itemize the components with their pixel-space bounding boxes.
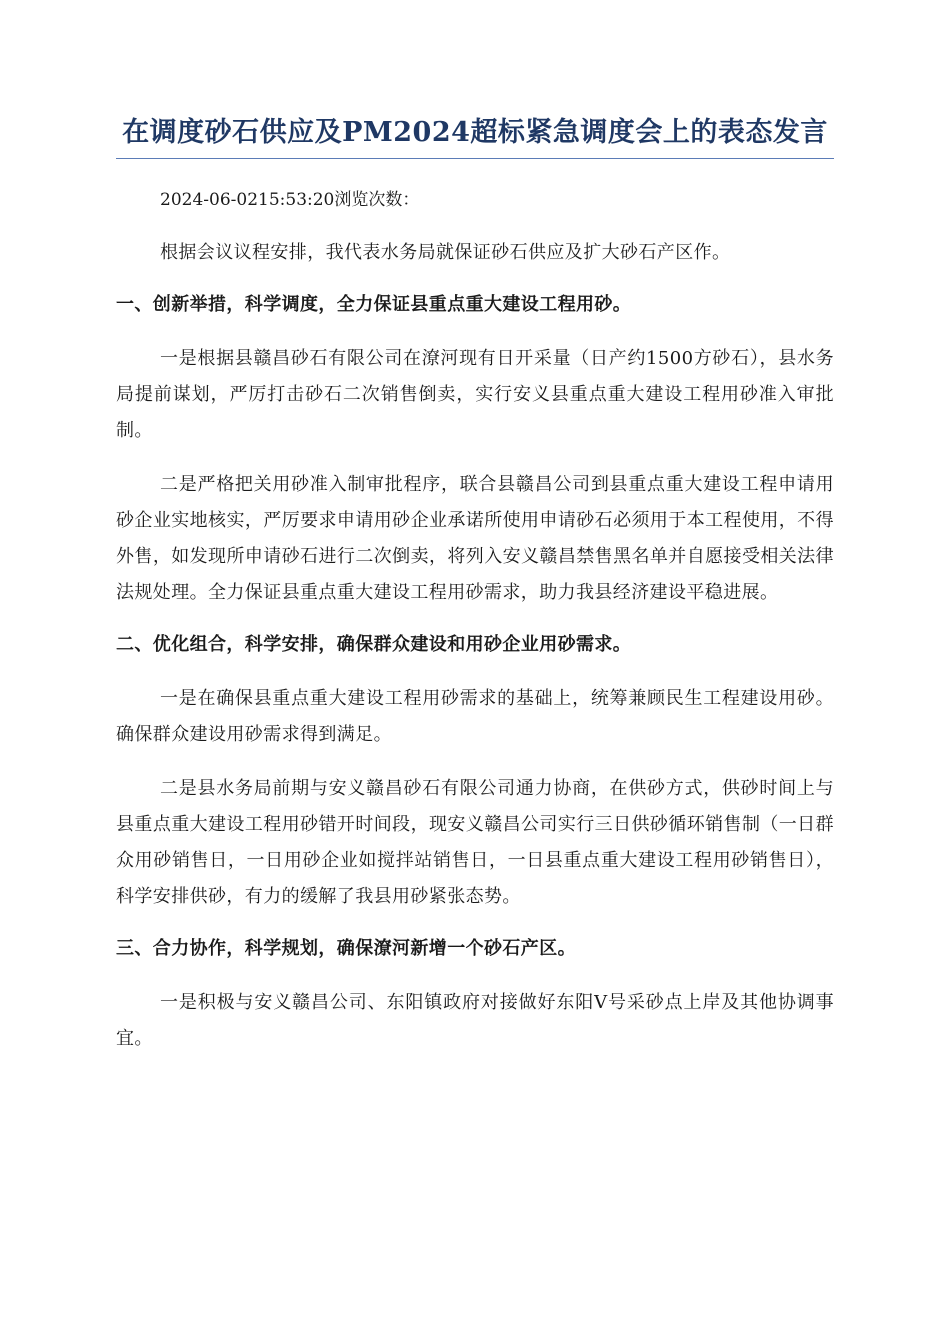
section-1-paragraph-1: 一是根据县赣昌砂石有限公司在潦河现有日开采量（日产约1500方砂石），县水务局提前谋划，严厉打击砂石二次销售倒卖，实行安义县重点重大建设工程用砂准入审批制。 bbox=[116, 348, 834, 441]
section-2-heading: 二、优化组合，科学安排，确保群众建设和用砂企业用砂需求。 bbox=[116, 634, 632, 655]
section-2-paragraph-1: 一是在确保县重点重大建设工程用砂需求的基础上，统筹兼顾民生工程建设用砂。确保群众建设用砂需求得到满足。 bbox=[116, 688, 834, 745]
section-3-heading: 三、合力协作，科学规划，确保潦河新增一个砂石产区。 bbox=[116, 938, 576, 959]
section-2-paragraph-2: 二是县水务局前期与安义赣昌砂石有限公司通力协商，在供砂方式，供砂时间上与县重点重大建设工程用砂错开时间段，现安义赣昌公司实行三日供砂循环销售制（一日群众用砂销售日，一日用砂企业如搅拌站销售日，一日县重点重大建设工程用砂销售日），科学安排供砂，有力的缓解了我县用砂紧张态势。 bbox=[116, 778, 834, 907]
publish-meta: 2024-06-0215:53:20浏览次数： bbox=[160, 190, 420, 210]
section-1-paragraph-2: 二是严格把关用砂准入制审批程序，联合县赣昌公司到县重点重大建设工程申请用砂企业实地核实，严厉要求申请用砂企业承诺所使用申请砂石必须用于本工程使用，不得外售，如发现所申请砂石进行二次倒卖，将列入安义赣昌禁售黑名单并自愿接受相关法律法规处理。全力保证县重点重大建设工程用砂需求，助力我县经济建设平稳进展。 bbox=[116, 474, 834, 603]
intro-paragraph: 根据会议议程安排，我代表水务局就保证砂石供应及扩大砂石产区作。 bbox=[160, 242, 731, 263]
document-title: 在调度砂石供应及PM2024超标紧急调度会上的表态发言 bbox=[116, 112, 834, 159]
document-page bbox=[116, 112, 834, 1057]
section-1-heading: 一、创新举措，科学调度，全力保证县重点重大建设工程用砂。 bbox=[116, 294, 632, 315]
section-3-paragraph-1: 一是积极与安义赣昌公司、东阳镇政府对接做好东阳Ⅴ号采砂点上岸及其他协调事宜。 bbox=[116, 992, 834, 1049]
